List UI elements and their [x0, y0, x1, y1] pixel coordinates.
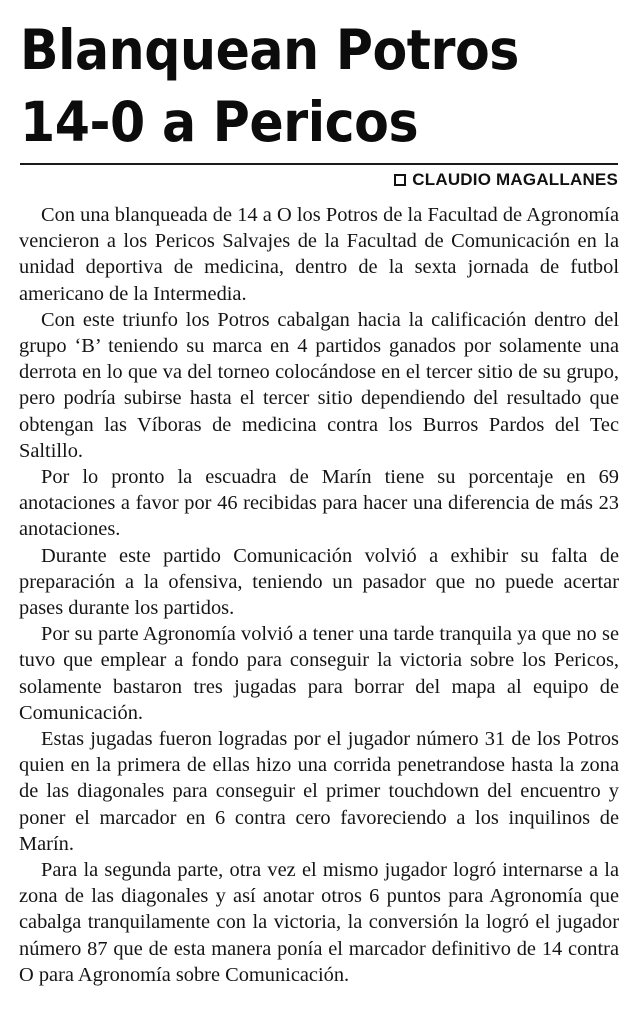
article-body [19, 202, 619, 988]
headline-line-1: Blanquean Potros [20, 18, 519, 82]
byline-author: CLAUDIO MAGALLANES [412, 170, 618, 189]
paragraph: Estas jugadas fueron logradas por el jugador número 31 de los Potros quien en la primera de ellas hizo una corrida penetrandose hasta la zona de las diagonales para conseguir el primer touchdown del encuentro y poner el marcador en 6 contra cero favoreciendo a los inquilinos de Marín. [19, 728, 619, 855]
paragraph: Durante este partido Comunicación volvió a exhibir su falta de preparación a la ofensiva, teniendo un pasador que no puede acertar pases durante los partidos. [19, 544, 619, 620]
headline-line-2: 14-0 a Pericos [20, 90, 419, 154]
paragraph: Por su parte Agronomía volvió a tener una tarde tranquila ya que no se tuvo que emplear a fondo para conseguir la victoria sobre los Pericos, solamente bastaron tres jugadas para borrar del mapa al equipo de Comunicación. [19, 623, 619, 724]
paragraph: Por lo pronto la escuadra de Marín tiene su porcentaje en 69 anotaciones a favor por 46 recibidas para hacer una diferencia de más 23 anotaciones. [19, 466, 619, 541]
byline [394, 170, 618, 190]
paragraph: Con una blanqueada de 14 a O los Potros de la Facultad de Agronomía vencieron a los Pericos Salvajes de la Facultad de Comunicación en la unidad deportiva de medicina, dentro de la sexta jornada de futbol americano de la Intermedia. [19, 204, 619, 305]
headline [20, 14, 572, 158]
paragraph: Con este triunfo los Potros cabalgan hacia la calificación dentro del grupo ‘B’ teniendo su marca en 4 partidos ganados por solamente una derrota en lo que va del torneo colocándose en el tercer sitio de su grupo, pero podría subirse hasta el tercer sitio dependiendo del resultado que obtengan las Víboras de medicina contra los Burros Pardos del Tec Saltillo. [19, 308, 619, 462]
headline-divider [20, 163, 618, 165]
square-bullet-icon [394, 174, 406, 186]
paragraph: Para la segunda parte, otra vez el mismo jugador logró internarse a la zona de las diagonales y así anotar otros 6 puntos para Agronomía que cabalga tranquilamente con la victoria, la conversión la logró el jugador número 87 que de esta manera ponía el marcador definitivo de 14 contra O para Agronomía sobre Comunicación. [19, 859, 619, 986]
